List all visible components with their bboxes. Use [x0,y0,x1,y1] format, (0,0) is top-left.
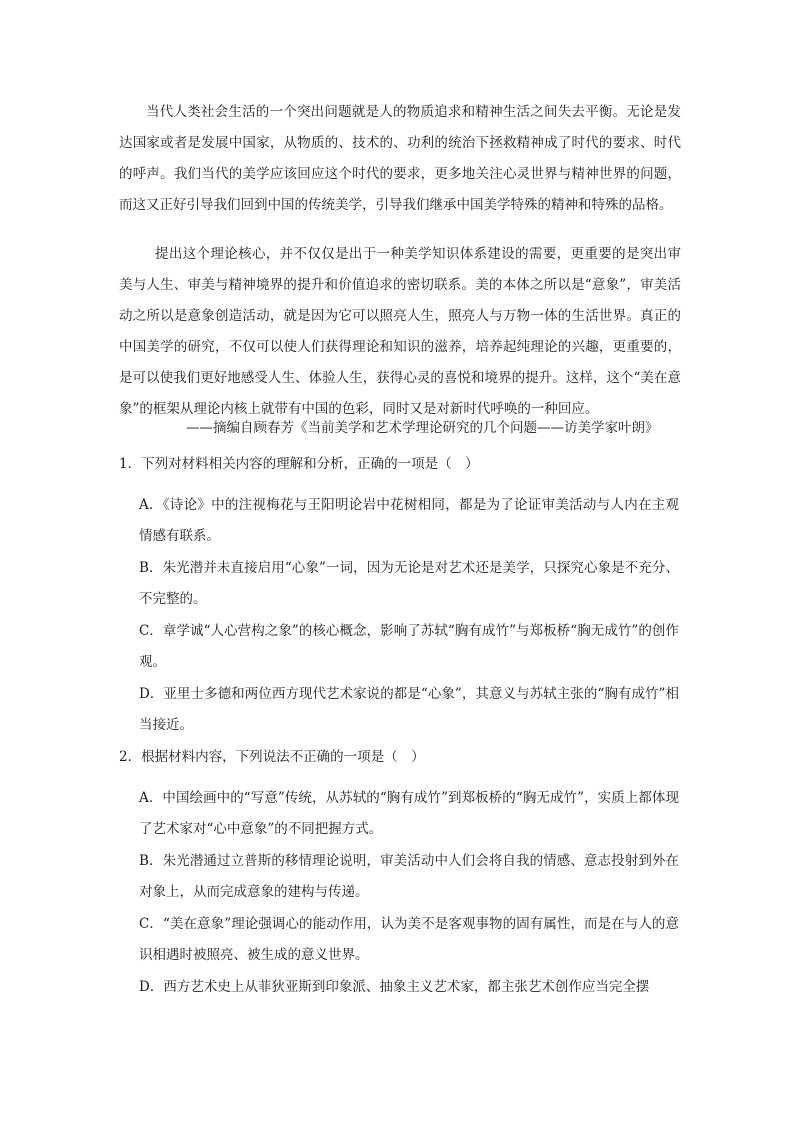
question-1-option-c: C．章学诚“人心营构之象”的核心概念，影响了苏轼“胸有成竹”与郑板桥“胸无成竹”的创作观。 [139,623,679,670]
question-1-option-d: D．亚里士多德和两位西方现代艺术家说的都是“心象”，其意义与苏轼主张的“胸有成竹”相当接近。 [139,686,679,733]
passage-source-citation: ——摘编自顾春芳《当前美学和艺术学理论研究的几个问题——访美学家叶朗》 [186,420,659,436]
question-1-option-b: B．朱光潜并未直接启用“心象”一词，因为无论是对艺术还是美学，只探究心象是不充分、不完整的。 [139,560,679,607]
passage-paragraph-2: 提出这个理论核心，并不仅仅是出于一种美学知识体系建设的需要，更重要的是突出审美与人生、审美与精神境界的提升和价值追求的密切联系。美的本体之所以是“意象”，审美活动之所以是意象创造活动，就是因为它可以照亮人生，照亮人与万物一体的生活世界。真正的中国美学的研究，不仅可以使人们获得理论和知识的滋养，培养起纯理论的兴趣，更重要的，是可以使我们更好地感受人生、体验人生，获得心灵的喜悦和境界的提升。这样，这个“美在意象”的框架从理论内核上就带有中国的色彩，同时又是对新时代呼唤的一种回应。 [119,246,681,417]
question-2-option-a: A．中国绘画中的“写意”传统，从苏轼的“胸有成竹”到郑板桥的“胸无成竹”，实质上都体现了艺术家对“心中意象”的不同把握方式。 [139,790,679,837]
question-1-stem: 1．下列对材料相关内容的理解和分析，正确的一项是（ ） [119,456,479,472]
passage-paragraph-1: 当代人类社会生活的一个突出问题就是人的物质追求和精神生活之间失去平衡。无论是发达国家或者是发展中国家，从物质的、技术的、功利的统治下拯救精神成了时代的要求、时代的呼声。我们当代的美学应该回应这个时代的要求，更多地关注心灵世界与精神世界的问题，而这又正好引导我们回到中国的传统美学，引导我们继承中国美学特殊的精神和特殊的品格。 [119,104,681,213]
question-2-option-d: D．西方艺术史上从菲狄亚斯到印象派、抽象主义艺术家，都主张艺术创作应当完全摆 [139,979,650,995]
question-1-option-a: A．《诗论》中的注视梅花与王阳明论岩中花树相同，都是为了论证审美活动与人内在主观情感有联系。 [139,497,679,544]
question-2-stem: 2．根据材料内容，下列说法不正确的一项是（ ） [119,749,425,765]
question-2-option-c: C．“美在意象”理论强调心的能动作用，认为美不是客观事物的固有属性，而是在与人的意识相遇时被照亮、被生成的意义世界。 [139,916,679,963]
question-2-option-b: B．朱光潜通过立普斯的移情理论说明，审美活动中人们会将自我的情感、意志投射到外在对象上，从而完成意象的建构与传递。 [139,853,679,900]
